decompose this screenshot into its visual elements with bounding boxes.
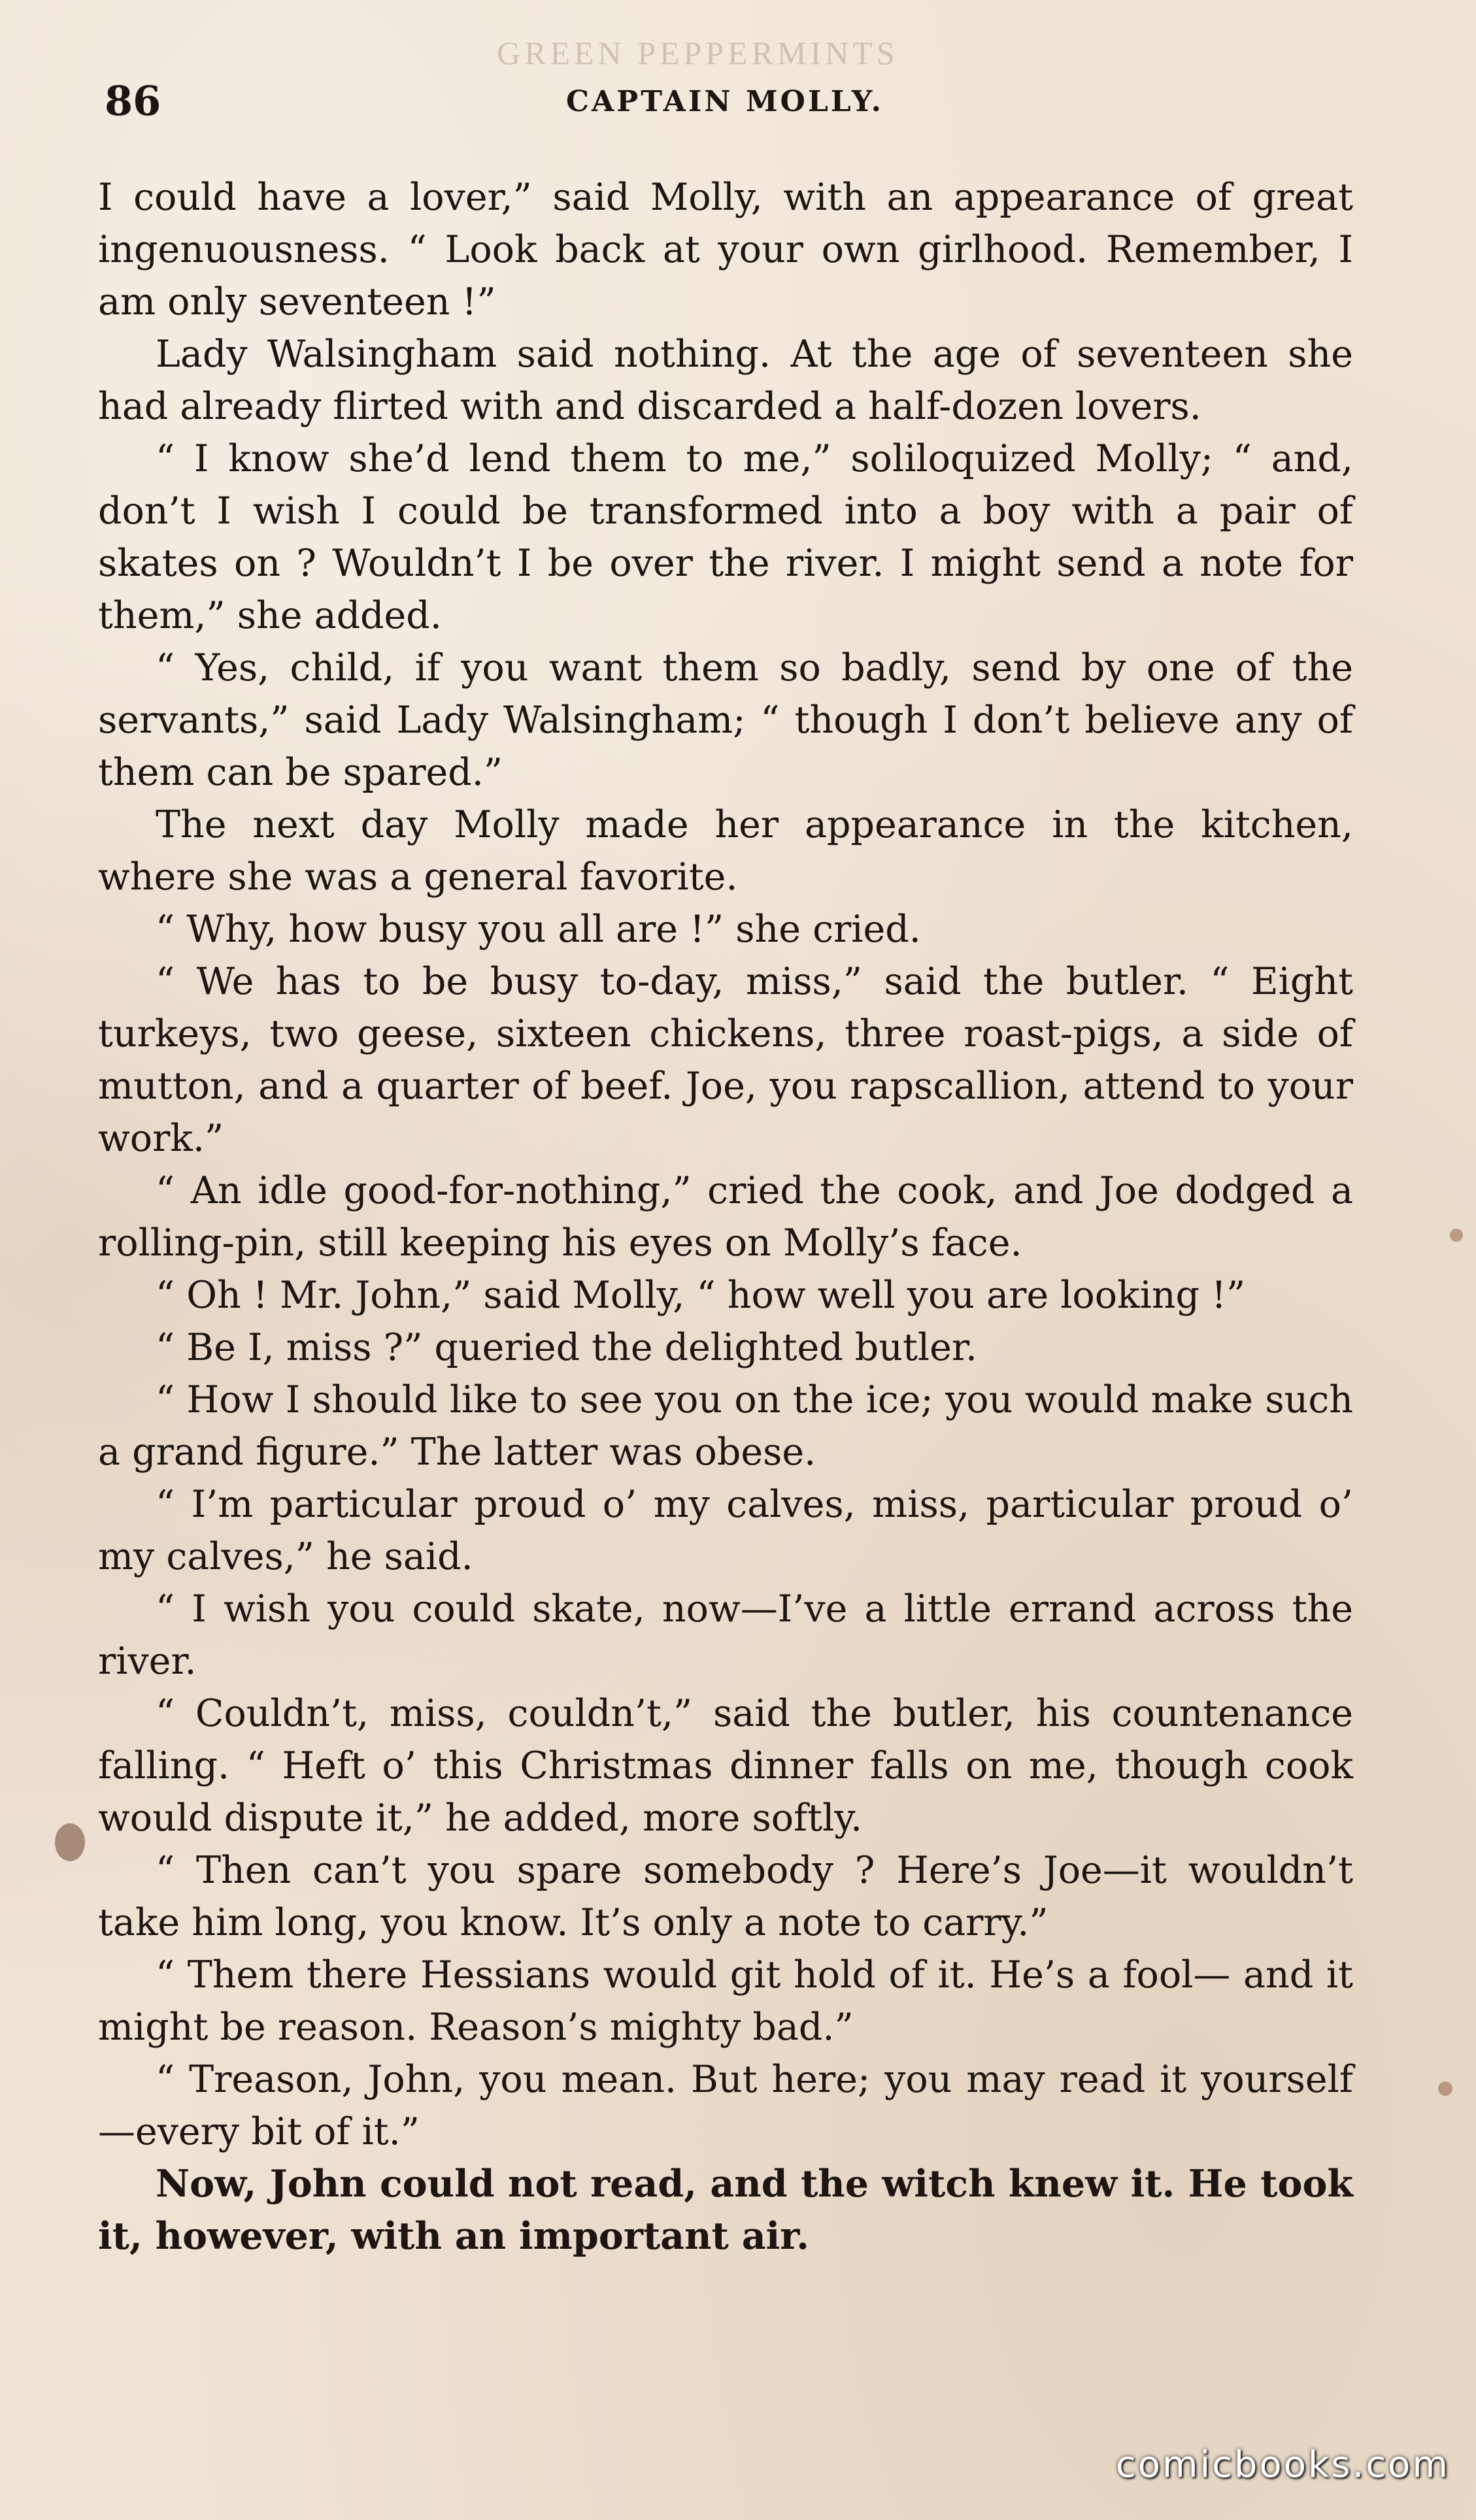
body-text bbox=[98, 171, 1353, 2263]
paragraph: “ An idle good-for-nothing,” cried the cook, and Joe dodged a rolling-pin, still keeping his eyes on Molly’s face. bbox=[98, 1169, 1353, 1265]
paragraph: “ Couldn’t, miss, couldn’t,” said the butler, his countenance falling. “ Heft o’ this Christmas dinner falls on me, though cook would dispute it,” he added, more softly. bbox=[98, 1692, 1353, 1840]
ink-stain bbox=[55, 1823, 85, 1861]
paragraph: The next day Molly made her appearance in the kitchen, where she was a general favorite. bbox=[98, 803, 1353, 899]
paragraph: “ Treason, John, you mean. But here; you may read it yourself—every bit of it.” bbox=[98, 2058, 1353, 2153]
page-header bbox=[98, 77, 1352, 129]
paragraph: “ I know she’d lend them to me,” soliloquized Molly; “ and, don’t I wish I could be transformed into a boy with a pair of skates on ? Wouldn’t I be over the river. I might send a note for them,” she added. bbox=[98, 437, 1353, 637]
paragraph: I could have a lover,” said Molly, with an appearance of great ingenuousness. “ Look back at your own girlhood. Remember, I am only seventeen !” bbox=[98, 176, 1353, 323]
paragraph: “ Yes, child, if you want them so badly, send by one of the servants,” said Lady Walsingham; “ though I don’t believe any of them can be spared.” bbox=[98, 646, 1353, 794]
paragraph: “ I wish you could skate, now—I’ve a little errand across the river. bbox=[98, 1587, 1353, 1683]
paragraph: “ Why, how busy you all are !” she cried. bbox=[156, 908, 921, 951]
paragraph: Now, John could not read, and the witch knew it. He took it, however, with an important air. bbox=[98, 2162, 1353, 2258]
paragraph: “ We has to be busy to-day, miss,” said the butler. “ Eight turkeys, two geese, sixteen chickens, three roast-pigs, a side of mutton, and a quarter of beef. Joe, you rapscallion, attend to your work.” bbox=[98, 960, 1353, 1160]
bleed-through-text: GREEN PEPPERMINTS bbox=[497, 35, 899, 71]
paragraph: “ Then can’t you spare somebody ? Here’s Joe—it wouldn’t take him long, you know. It’s only a note to carry.” bbox=[98, 1849, 1353, 1944]
watermark: comicbooks.com bbox=[1115, 2444, 1450, 2486]
paper-spot bbox=[1438, 2081, 1452, 2096]
page-number: 86 bbox=[105, 77, 161, 125]
paragraph: “ I’m particular proud o’ my calves, miss, particular proud o’ my calves,” he said. bbox=[98, 1483, 1353, 1578]
paper-spot bbox=[1450, 1229, 1463, 1242]
paragraph: “ Oh ! Mr. John,” said Molly, “ how well you are looking !” bbox=[156, 1274, 1246, 1317]
paragraph: “ Be I, miss ?” queried the delighted butler. bbox=[156, 1326, 977, 1369]
paragraph: “ Them there Hessians would git hold of it. He’s a fool— and it might be reason. Reason’s mighty bad.” bbox=[98, 1953, 1353, 2049]
running-title: CAPTAIN MOLLY. bbox=[566, 85, 884, 118]
paragraph: Lady Walsingham said nothing. At the age of seventeen she had already flirted with and discarded a half-dozen lovers. bbox=[98, 333, 1353, 428]
paragraph: “ How I should like to see you on the ice; you would make such a grand figure.” The latter was obese. bbox=[98, 1378, 1353, 1474]
